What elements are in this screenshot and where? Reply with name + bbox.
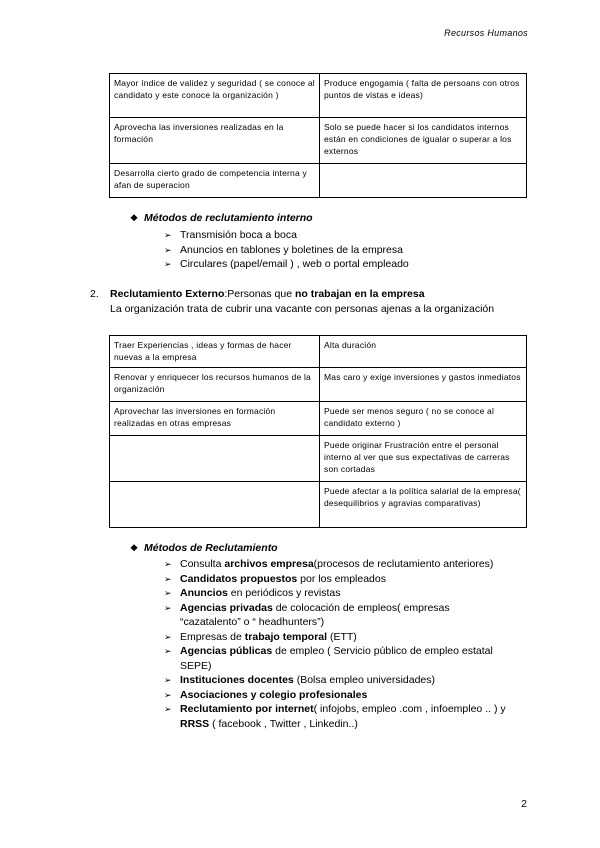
page-number: 2 [521, 798, 527, 810]
arrow-bullet-icon: ➢ [164, 259, 172, 269]
arrow-bullet-icon: ➢ [164, 588, 172, 598]
list-item: ➢ Reclutamiento por internet( infojobs, empleo .com , infoempleo .. ) y RRSS ( facebook , Twitter , Linkedin..) [164, 703, 506, 730]
table-cell: Renovar y enriquecer los recursos humanos de la organización [110, 368, 320, 402]
external-description: La organización trata de cubrir una vacante con personas ajenas a la organización [110, 303, 495, 315]
list-item: ➢ Asociaciones y colegio profesionales [164, 688, 368, 701]
external-comparison-table [109, 335, 527, 528]
table-cell: Alta duración [320, 336, 527, 368]
arrow-bullet-icon: ➢ [164, 230, 172, 240]
list-item: ➢ Anuncios en tablones y boletines de la empresa [164, 243, 403, 256]
table-cell [320, 164, 527, 198]
table-cell: Puede afectar a la política salarial de la empresa( desequilibrios y agravias comparativas) [320, 482, 527, 528]
list-item: ➢ Transmisión boca a boca [164, 229, 297, 241]
section-title: Reclutamiento Externo [110, 288, 225, 300]
list-item: ➢ Consulta archivos empresa(procesos de reclutamiento anteriores) [164, 558, 494, 570]
table-cell: Desarrolla cierto grado de competencia interna y afan de superacion [110, 164, 320, 198]
table-cell: Solo se puede hacer si los candidatos internos están en condiciones de igualar o superar a los externos [320, 118, 527, 164]
arrow-bullet-icon: ➢ [164, 675, 172, 685]
external-heading: 2. Reclutamiento Externo:Personas que no trabajan en la empresa [90, 288, 425, 300]
arrow-bullet-icon: ➢ [164, 689, 172, 700]
internal-comparison-table [109, 73, 527, 198]
diamond-bullet-icon: ❖ [130, 213, 139, 223]
arrow-bullet-icon: ➢ [164, 704, 172, 714]
table-cell: Produce engogamia ( falta de persoans con otros puntos de vistas e ideas) [320, 74, 527, 118]
arrow-bullet-icon: ➢ [164, 244, 172, 255]
table-row [110, 402, 527, 436]
arrow-bullet-icon: ➢ [164, 646, 172, 656]
table-row [110, 118, 527, 164]
arrow-bullet-icon: ➢ [164, 631, 172, 642]
table-cell: Aprovechar las inversiones en formación realizadas en otras empresas [110, 402, 320, 436]
arrow-bullet-icon: ➢ [164, 602, 172, 613]
diamond-bullet-icon: ❖ [130, 543, 139, 553]
recruitment-methods-list [164, 557, 534, 731]
recruitment-methods-title: ❖ Métodos de Reclutamiento [130, 542, 278, 554]
arrow-bullet-icon: ➢ [164, 559, 172, 569]
list-item: ➢ Agencias privadas de colocación de empleos( empresas “cazatalento” o “ headhunters”) [164, 601, 450, 628]
arrow-bullet-icon: ➢ [164, 573, 172, 584]
table-cell: Traer Experiencias , ideas y formas de hacer nuevas a la empresa [110, 336, 320, 368]
internal-methods-title: ❖ Métodos de reclutamiento interno [130, 212, 313, 224]
section-number: 2. [90, 288, 99, 300]
list-item: ➢ Circulares (papel/email ) , web o portal empleado [164, 258, 409, 270]
table-row [110, 368, 527, 402]
table-cell: Puede ser menos seguro ( no se conoce al candidato externo ) [320, 402, 527, 436]
table-cell [110, 482, 320, 528]
list-item: ➢ Agencias públicas de empleo ( Servicio público de empleo estatal SEPE) [164, 645, 493, 672]
table-row [110, 436, 527, 482]
internal-methods-list [164, 228, 409, 272]
table-cell: Puede originar Frustración entre el personal interno al ver que sus expectativas de carreras son cortadas [320, 436, 527, 482]
list-item: ➢ Candidatos propuestos por los empleados [164, 572, 386, 585]
table-cell: Mayor índice de validez y seguridad ( se conoce al candidato y este conoce la organización ) [110, 74, 320, 118]
list-item: ➢ Empresas de trabajo temporal (ETT) [164, 630, 357, 643]
page-header: Recursos Humanos [444, 28, 528, 38]
list-item: ➢ Instituciones docentes (Bolsa empleo universidades) [164, 674, 436, 686]
list-item: ➢ Anuncios en periódicos y revistas [164, 587, 341, 599]
table-row [110, 164, 527, 198]
table-cell [110, 436, 320, 482]
table-cell: Mas caro y exige inversiones y gastos inmediatos [320, 368, 527, 402]
table-cell: Aprovecha las inversiones realizadas en la formación [110, 118, 320, 164]
table-row [110, 482, 527, 528]
table-row [110, 336, 527, 368]
table-row [110, 74, 527, 118]
